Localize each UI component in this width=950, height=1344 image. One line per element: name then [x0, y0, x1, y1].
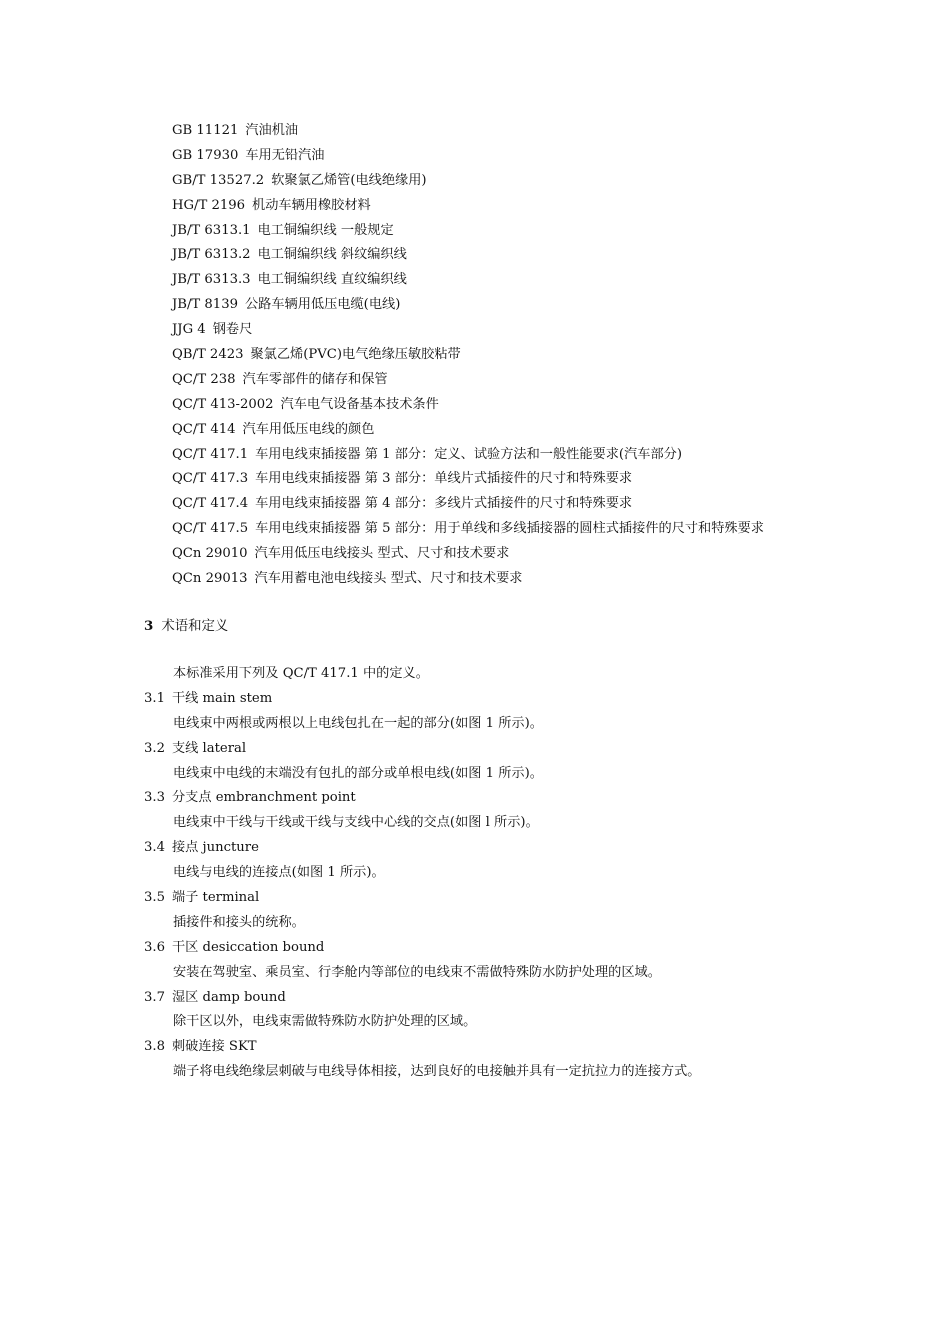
reference-item: [172, 293, 912, 318]
reference-item: [172, 144, 912, 169]
reference-title: 汽车用低压电线接头 型式、尺寸和技术要求: [254, 546, 510, 562]
term-name: 干线 main stem: [171, 690, 273, 706]
reference-code: HG/T 2196: [172, 197, 246, 213]
reference-title: 车用电线束插接器 第 1 部分：定义、试验方法和一般性能要求(汽车部分): [255, 446, 682, 462]
term-name: 干区 desiccation bound: [171, 939, 325, 955]
reference-title: 车用电线束插接器 第 3 部分：单线片式插接件的尺寸和特殊要求: [255, 471, 633, 487]
reference-code: JB/T 8139: [172, 297, 238, 313]
reference-title: 汽车用低压电线的颜色: [242, 421, 375, 437]
section-number: 3: [144, 618, 154, 634]
reference-title: 车用电线束插接器 第 4 部分：多线片式插接件的尺寸和特殊要求: [255, 496, 633, 512]
reference-code: QC/T 417.3: [172, 471, 249, 487]
reference-code: QC/T 413-2002: [172, 396, 274, 412]
term-heading: [144, 936, 904, 961]
reference-item: [172, 219, 912, 244]
term-name: 接点 juncture: [171, 840, 259, 856]
reference-item: [172, 368, 912, 393]
reference-item: [172, 517, 912, 542]
term-name: 端子 terminal: [171, 890, 260, 906]
term-definition: 电线束中干线与干线或干线与支线中心线的交点(如图 l 所示)。: [173, 815, 539, 831]
reference-code: GB 17930: [172, 147, 239, 163]
reference-title: 电工铜编织线 直纹编织线: [257, 272, 407, 288]
normative-references-list: [172, 119, 912, 592]
reference-code: QC/T 414: [172, 421, 236, 437]
term-heading: [144, 786, 904, 811]
reference-item: [172, 194, 912, 219]
reference-item: [172, 443, 912, 468]
reference-title: 电工铜编织线 一般规定: [257, 222, 394, 238]
term-heading: [144, 886, 904, 911]
reference-code: GB/T 13527.2: [172, 172, 265, 188]
term-heading: [144, 836, 904, 861]
reference-code: GB 11121: [172, 123, 239, 138]
term-heading: [144, 986, 904, 1011]
term-name: 湿区 damp bound: [171, 989, 286, 1005]
term-definition: 端子将电线绝缘层刺破与电线导体相接，达到良好的电接触并具有一定抗拉力的连接方式。: [173, 1064, 701, 1080]
reference-item: [172, 268, 912, 293]
terms-and-definitions: [144, 662, 904, 1085]
reference-code: JB/T 6313.2: [172, 247, 251, 263]
reference-code: JB/T 6313.3: [172, 272, 251, 288]
reference-title: 软聚氯乙烯管(电线绝缘用): [271, 172, 427, 188]
reference-item: [172, 243, 912, 268]
reference-title: 公路车辆用低压电缆(电线): [244, 297, 401, 313]
reference-item: [172, 418, 912, 443]
term-heading: [144, 1035, 904, 1060]
reference-code: JB/T 6313.1: [172, 222, 251, 238]
reference-title: 机动车辆用橡胶材料: [252, 197, 371, 213]
term-number: 3.5: [144, 890, 165, 906]
term-name: 刺破连接 SKT: [171, 1039, 257, 1055]
reference-title: 钢卷尺: [212, 322, 253, 338]
reference-item: [172, 343, 912, 368]
reference-code: QC/T 417.1: [172, 446, 249, 462]
reference-item: [172, 467, 912, 492]
term-name: 支线 lateral: [171, 740, 247, 756]
reference-code: QCn 29013: [172, 571, 248, 587]
section-title: 术语和定义: [161, 619, 229, 634]
reference-item: [172, 318, 912, 343]
reference-code: QB/T 2423: [172, 347, 244, 363]
reference-item: [172, 169, 912, 194]
term-definition: 插接件和接头的统称。: [173, 914, 305, 930]
reference-item: [172, 492, 912, 517]
reference-code: QC/T 417.4: [172, 496, 249, 512]
reference-title: 汽车用蓄电池电线接头 型式、尺寸和技术要求: [254, 571, 523, 587]
section-heading: [144, 615, 228, 638]
reference-title: 汽车电气设备基本技术条件: [280, 396, 439, 412]
term-number: 3.1: [144, 690, 165, 706]
term-number: 3.8: [144, 1039, 165, 1055]
term-number: 3.4: [144, 840, 165, 856]
term-definition: 电线与电线的连接点(如图 1 所示)。: [173, 865, 385, 881]
reference-item: [172, 393, 912, 418]
reference-item: [172, 567, 912, 592]
reference-title: 电工铜编织线 斜纹编织线: [257, 247, 407, 263]
reference-code: QC/T 238: [172, 371, 236, 387]
term-heading: [144, 687, 904, 712]
term-definition: 电线束中两根或两根以上电线包扎在一起的部分(如图 1 所示)。: [173, 715, 543, 731]
term-heading: [144, 737, 904, 762]
term-number: 3.7: [144, 989, 165, 1005]
term-number: 3.6: [144, 939, 165, 955]
term-name: 分支点 embranchment point: [171, 790, 356, 806]
reference-title: 汽车零部件的储存和保管: [242, 371, 388, 387]
term-definition: 电线束中电线的末端没有包扎的部分或单根电线(如图 1 所示)。: [173, 765, 543, 781]
reference-item: [172, 119, 912, 144]
reference-code: QC/T 417.5: [172, 521, 249, 537]
term-definition: 安装在驾驶室、乘员室、行李舱内等部位的电线束不需做特殊防水防护处理的区域。: [173, 964, 661, 980]
reference-title: 车用无铅汽油: [245, 147, 325, 163]
reference-title: 汽油机油: [245, 123, 299, 138]
reference-title: 聚氯乙烯(PVC)电气绝缘压敏胶粘带: [250, 347, 461, 363]
term-number: 3.3: [144, 790, 165, 806]
term-number: 3.2: [144, 740, 165, 756]
term-definition: 除干区以外，电线束需做特殊防水防护处理的区域。: [173, 1014, 477, 1030]
reference-code: JJG 4: [172, 322, 206, 338]
reference-title: 车用电线束插接器 第 5 部分：用于单线和多线插接器的圆柱式插接件的尺寸和特殊要求: [255, 521, 764, 537]
reference-item: [172, 542, 912, 567]
reference-code: QCn 29010: [172, 546, 248, 562]
terms-intro: 本标准采用下列及 QC/T 417.1 中的定义。: [173, 666, 429, 681]
